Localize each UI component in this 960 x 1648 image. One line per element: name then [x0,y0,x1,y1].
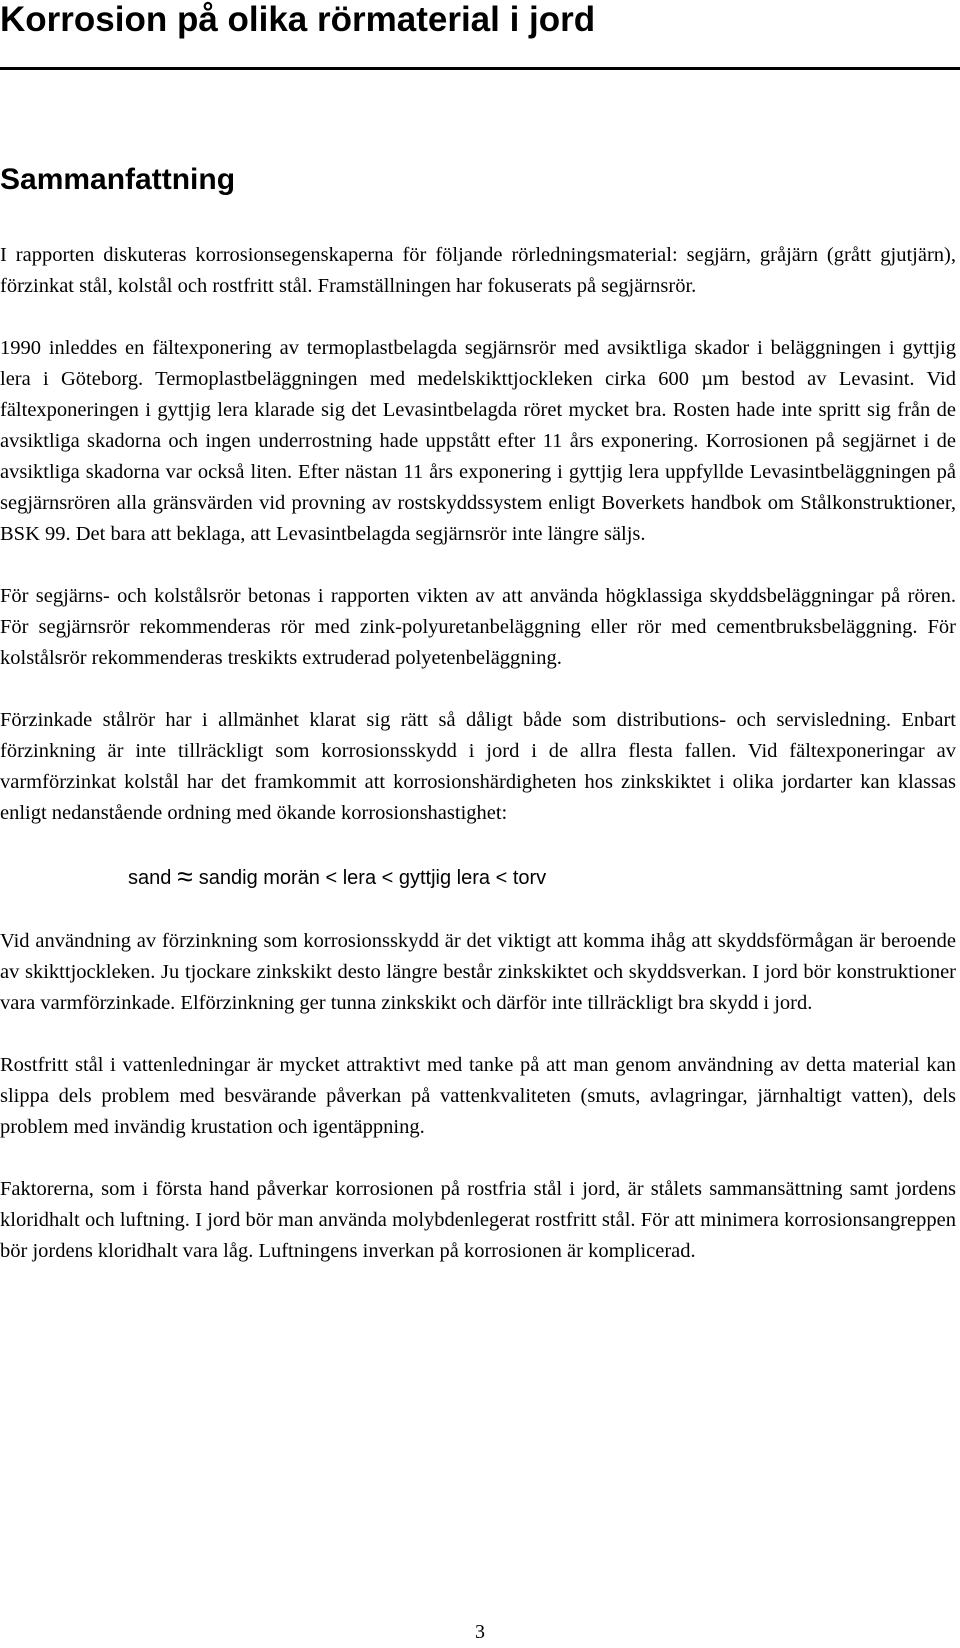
paragraph-coatings: För segjärns- och kolstålsrör betonas i rapporten vikten av att använda högklassiga skyddsbeläggningar på rören. För segjärnsrör rekommenderas rör med zink-polyuretanbeläggning eller rör med cementbruksbeläggning. För kolstålsrör rekommenderas treskikts extruderad polyetenbeläggning. [0,585,956,669]
paragraph-intro: I rapporten diskuteras korrosionsegenskaperna för följande rörledningsmaterial: segjärn, gråjärn (grått gjutjärn), förzinkat stål, kolstål och rostfritt stål. Framställningen har fokuserats på segjärnsrör. [0,244,956,297]
section-heading: Sammanfattning [0,163,236,196]
formula-left: sand [128,867,172,889]
title-divider [0,67,960,70]
corrosion-order-formula [128,860,956,896]
paragraph-factors: Faktorerna, som i första hand påverkar korrosionen på rostfria stål i jord, är stålets sammansättning samt jordens kloridhalt och luftning. I jord bör man använda molybdenlegerat rostfritt stål. För att minimera korrosionsangreppen bör jordens kloridhalt vara låg. Luftningens inverkan på korrosionen är komplicerad. [0,1178,956,1262]
paragraph-stainless: Rostfritt stål i vattenledningar är mycket attraktivt med tanke på att man genom användning av detta material kan slippa dels problem med besvärande påverkan på vattenkvaliteten (smuts, avlagringar, järnhaltigt vatten), dels problem med invändig krustation och igentäppning. [0,1054,956,1138]
formula-right: sandig morän < lera < gyttjig lera < torv [198,867,547,889]
document-title: Korrosion på olika rörmaterial i jord [0,0,596,39]
approx-symbol: ≈ [177,861,193,892]
body-text [0,240,956,1298]
paragraph-field-exposure: 1990 inleddes en fältexponering av termoplastbelagda segjärnsrör med avsiktliga skador i beläggningen i gyttjig lera i Göteborg. Termoplastbeläggningen med medelskikttjockleken cirka 600 µm bestod av Levasint. Vid fältexponeringen i gyttjig lera klarade sig det Levasintbelagda röret mycket bra. Rosten hade inte spritt sig från de avsiktliga skadorna och ingen underrostning hade uppstått efter 11 års exponering. Korrosionen på segjärnet i de avsiktliga skadorna var också liten. Efter nästan 11 års exponering i gyttjig lera uppfyllde Levasintbeläggningen på segjärnsrören alla gränsvärden vid provning av rostskyddssystem enligt Boverkets handbok om Stålkonstruktioner, BSK 99. Det bara att beklaga, att Levasintbelagda segjärnsrör inte längre säljs. [0,337,956,545]
paragraph-zinc-thickness: Vid användning av förzinkning som korrosionsskydd är det viktigt att komma ihåg att skyddsförmågan är beroende av skikttjockleken. Ju tjockare zinkskikt desto längre består zinkskiktet och skyddsverkan. I jord bör konstruktioner vara varmförzinkade. Elförzinkning ger tunna zinkskikt och därför inte tillräckligt bra skydd i jord. [0,930,956,1014]
page-number: 3 [475,1621,485,1643]
paragraph-galvanized: Förzinkade stålrör har i allmänhet klarat sig rätt så dåligt både som distributions- och servisledning. Enbart förzinkning är inte tillräckligt som korrosionsskydd i jord i de allra flesta fallen. Vid fältexponeringar av varmförzinkat kolstål har det framkommit att korrosionshärdigheten hos zinkskiktet i olika jordarter kan klassas enligt nedanstående ordning med ökande korrosionshastighet: [0,709,956,824]
